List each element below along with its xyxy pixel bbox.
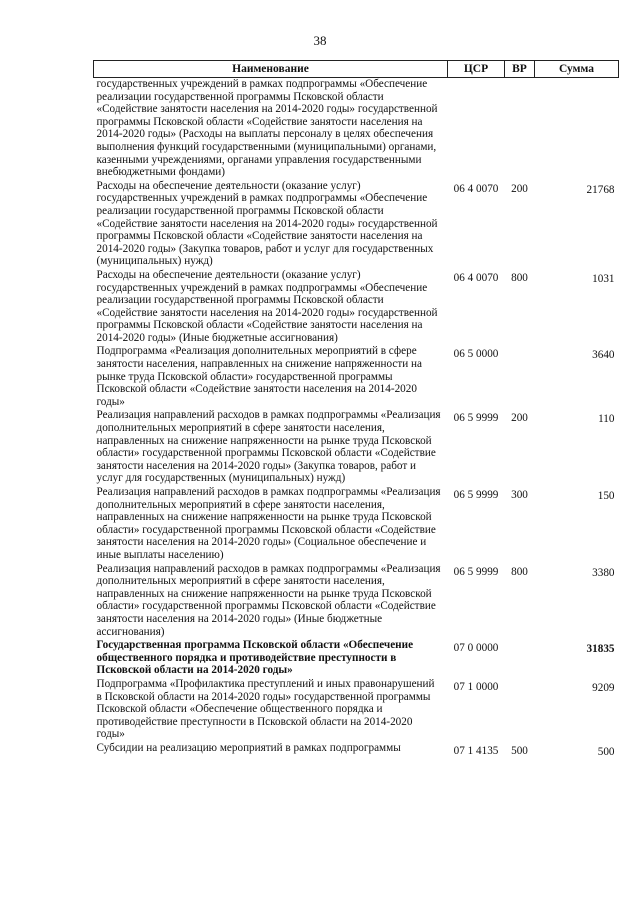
table-row [94, 269, 619, 346]
row-name: Расходы на обеспечение деятельности (оказание услуг) государственных учреждений в рамках подпрограммы «Обеспечение реализации государственной программы Псковской области «Содействие занятости населения на 2014-2020 годы» государственной программы Псковской области «Содействие занятости населения на 2014-2020 годы» (Закупка товаров, работ и услуг для государственных (муниципальных) нужд) [96, 179, 438, 268]
row-sum: 31835 [586, 643, 615, 656]
row-name: Субсидии на реализацию мероприятий в рамках подпрограммы [96, 741, 401, 754]
row-vr [505, 639, 535, 678]
page-number: 38 [313, 33, 327, 48]
row-csr: 07 1 4135 [453, 744, 499, 757]
row-name: Подпрограмма «Реализация дополнительных мероприятий в сфере занятости населения, направленных на снижение напряженности на рынке труда Псковской области» государственной программы Псковской области «Содействие занятости населения на 2014-2020 годы» [96, 345, 422, 408]
table-row [94, 78, 619, 180]
row-sum: 110 [598, 413, 615, 426]
row-sum: 1031 [592, 272, 615, 285]
row-vr: 800 [511, 271, 528, 284]
row-name: Расходы на обеспечение деятельности (оказание услуг) государственных учреждений в рамках подпрограммы «Обеспечение реализации государственной программы Псковской области «Содействие занятости населения на 2014-2020 годы» государственной программы Псковской области «Содействие занятости населения на 2014-2020 годы» (Иные бюджетные ассигнования) [96, 268, 438, 344]
row-vr: 300 [511, 489, 528, 501]
row-csr: 06 4 0070 [453, 182, 499, 195]
row-csr: 07 0 0000 [453, 642, 499, 655]
table-row [94, 678, 619, 742]
table-row [94, 563, 619, 640]
row-sum: 500 [597, 745, 615, 758]
row-name: Реализация направлений расходов в рамках подпрограммы «Реализация дополнительных мероприятий в сфере занятости населения, направленных на снижение напряженности на рынке труда Псковской области» государственной программы Псковской области «Содействие занятости населения на 2014-2020 годы» (Социальное обеспечение и иные выплаты населению) [96, 486, 441, 561]
header-csr: ЦСР [448, 61, 505, 78]
row-name: Подпрограмма «Профилактика преступлений и иных правонарушений в Псковской области на 2014-2020 годы» государственной программы Псковской области «Обеспечение общественного порядка и противодействие преступности в Псковской области на 2014-2020 годы» [96, 677, 435, 741]
budget-table [93, 60, 619, 759]
row-sum: 150 [597, 490, 615, 502]
row-vr: 500 [511, 744, 528, 757]
table-row [94, 486, 619, 563]
row-csr: 06 4 0070 [453, 271, 499, 284]
row-sum [535, 78, 619, 180]
table-row [94, 345, 619, 409]
row-vr [505, 345, 535, 409]
table-row [94, 742, 619, 760]
row-vr: 800 [511, 565, 528, 578]
table-header-row [94, 61, 619, 78]
row-sum: 3640 [592, 349, 615, 362]
row-name: Реализация направлений расходов в рамках подпрограммы «Реализация дополнительных мероприятий в сфере занятости населения, направленных на снижение напряженности на рынке труда Псковской области» государственной программы Псковской области «Содействие занятости населения на 2014-2020 годы» (Иные бюджетные ассигнования) [96, 562, 441, 638]
row-sum: 21768 [586, 183, 615, 196]
row-vr [505, 78, 535, 180]
row-csr [448, 78, 505, 180]
row-csr: 06 5 9999 [453, 412, 499, 425]
row-csr: 06 5 9999 [453, 489, 499, 501]
table-row-program [94, 639, 619, 678]
row-vr [505, 678, 535, 742]
row-sum: 9209 [592, 681, 615, 694]
row-name: Государственная программа Псковской области «Обеспечение общественного порядка и противодействие преступности в Псковской области на 2014-2020 годы» [96, 639, 414, 677]
row-name: Реализация направлений расходов в рамках подпрограммы «Реализация дополнительных мероприятий в сфере занятости населения, направленных на снижение напряженности на рынке труда Псковской области» государственной программы Псковской области «Содействие занятости населения на 2014-2020 годы» (Закупка товаров, работ и услуг для государственных (муниципальных) нужд) [96, 409, 441, 485]
row-csr: 06 5 0000 [453, 348, 499, 361]
table-row [94, 409, 619, 486]
header-vr: ВР [505, 61, 535, 78]
row-name: государственных учреждений в рамках подпрограммы «Обеспечение реализации государственной программы Псковской области «Содействие занятости населения на 2014-2020 годы» государственной программы Псковской области «Содействие занятости населения на 2014-2020 годы» (Расходы на выплаты персоналу в целях обеспечения выполнения функций государственными (муниципальными) органами, казенными учреждениями, органами управления государственными внебюджетными фондами) [96, 78, 438, 179]
table-row [94, 180, 619, 269]
header-sum: Сумма [535, 61, 619, 78]
header-name: Наименование [94, 61, 448, 78]
row-csr: 07 1 0000 [453, 680, 499, 693]
row-sum: 3380 [592, 566, 615, 579]
row-vr: 200 [511, 182, 528, 195]
row-csr: 06 5 9999 [453, 565, 499, 578]
row-vr: 200 [511, 412, 528, 425]
